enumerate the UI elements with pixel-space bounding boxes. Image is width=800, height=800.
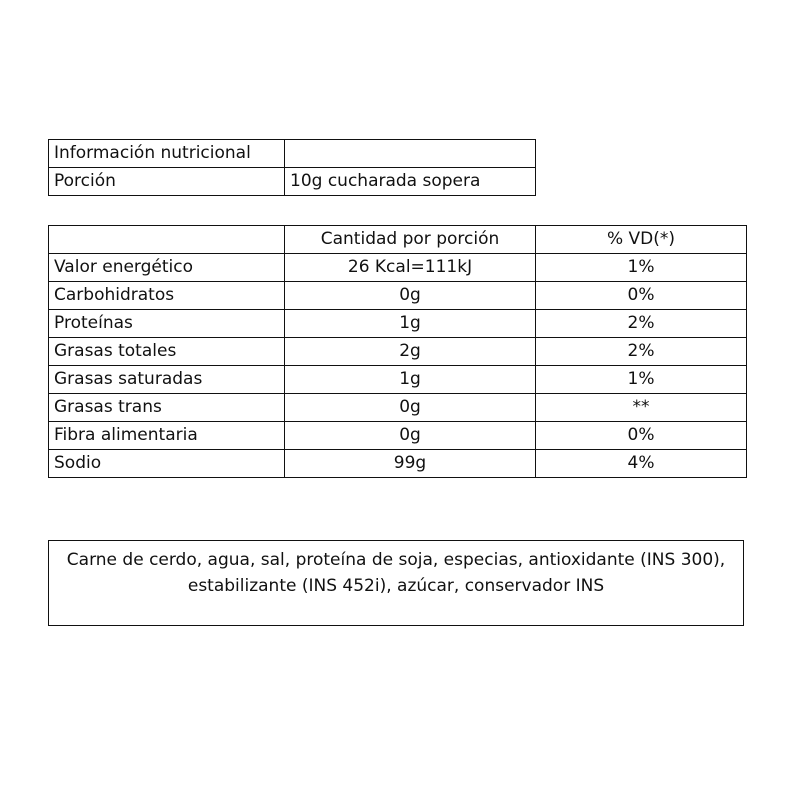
table-row (49, 394, 747, 422)
portion-value: 10g cucharada sopera (285, 168, 536, 196)
table-row (49, 310, 747, 338)
nutrient-name: Grasas totales (49, 338, 285, 366)
nutrition-table (48, 225, 747, 478)
nutrient-column-header (49, 226, 285, 254)
nutrition-header-row (49, 226, 747, 254)
nutrient-vd: ** (536, 394, 747, 422)
quantity-column-header: Cantidad por porción (285, 226, 536, 254)
nutrient-name: Grasas trans (49, 394, 285, 422)
table-row (49, 422, 747, 450)
info-label: Información nutricional (49, 140, 285, 168)
table-row (49, 450, 747, 478)
nutrient-amount: 2g (285, 338, 536, 366)
nutrient-amount: 1g (285, 310, 536, 338)
nutrient-vd: 0% (536, 282, 747, 310)
portion-label: Porción (49, 168, 285, 196)
nutrient-vd: 2% (536, 338, 747, 366)
nutrient-amount: 0g (285, 422, 536, 450)
table-row (49, 254, 747, 282)
ingredients-line: estabilizante (INS 452i), azúcar, conservador INS (187, 576, 605, 596)
nutrient-name: Proteínas (49, 310, 285, 338)
info-row (49, 140, 536, 168)
nutrient-vd: 0% (536, 422, 747, 450)
table-row (49, 366, 747, 394)
info-value (285, 140, 536, 168)
nutrient-vd: 1% (536, 366, 747, 394)
table-row (49, 282, 747, 310)
nutrient-name: Sodio (49, 450, 285, 478)
nutrient-name: Grasas saturadas (49, 366, 285, 394)
nutrient-amount: 26 Kcal=111kJ (285, 254, 536, 282)
nutrient-name: Valor energético (49, 254, 285, 282)
nutrient-vd: 4% (536, 450, 747, 478)
nutrient-amount: 0g (285, 282, 536, 310)
ingredients-box (48, 540, 744, 626)
nutrient-amount: 0g (285, 394, 536, 422)
nutrient-name: Carbohidratos (49, 282, 285, 310)
nutrient-amount: 1g (285, 366, 536, 394)
nutrient-amount: 99g (285, 450, 536, 478)
portion-row (49, 168, 536, 196)
nutrient-vd: 2% (536, 310, 747, 338)
header-table (48, 139, 536, 196)
vd-column-header: % VD(*) (536, 226, 747, 254)
table-row (49, 338, 747, 366)
nutrient-name: Fibra alimentaria (49, 422, 285, 450)
nutrient-vd: 1% (536, 254, 747, 282)
ingredients-line: Carne de cerdo, agua, sal, proteína de soja, especias, antioxidante (INS 300), (66, 550, 726, 570)
